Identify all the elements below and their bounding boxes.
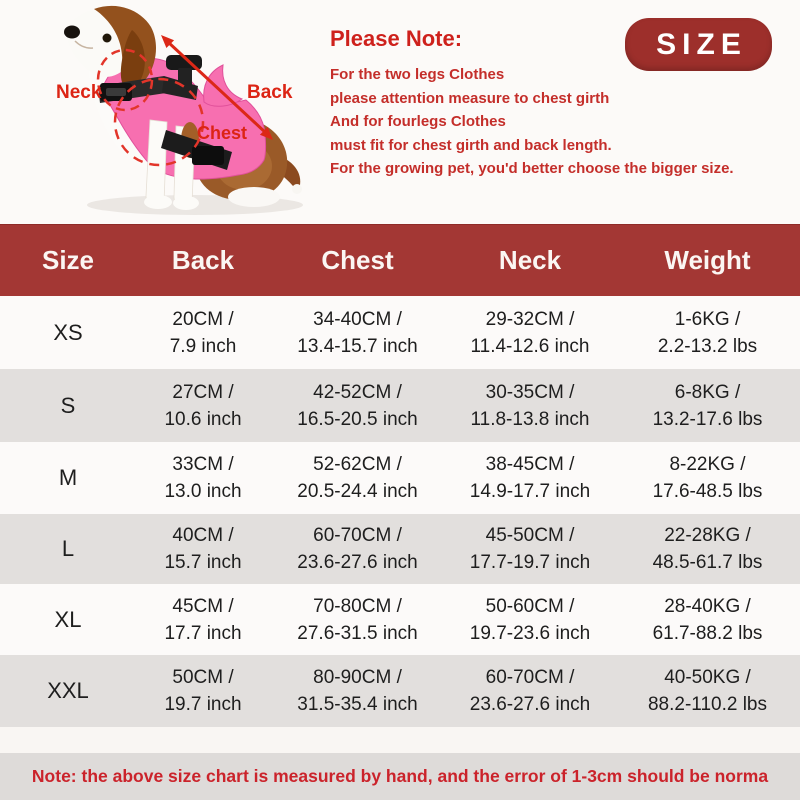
back-measure: 40CM / 15.7 inch bbox=[164, 525, 242, 573]
chest-measure: 80-90CM / 31.5-35.4 inch bbox=[297, 667, 418, 715]
back-annotation-label: Back bbox=[247, 82, 293, 103]
note-line: must fit for chest girth and back length. bbox=[330, 136, 612, 154]
back-measure: 20CM / 7.9 inch bbox=[169, 308, 237, 357]
weight-measure: 22-28KG / 48.5-61.7 lbs bbox=[652, 525, 763, 573]
strap-buckle bbox=[192, 146, 224, 165]
size-table bbox=[0, 224, 800, 727]
table-row bbox=[0, 655, 800, 727]
chest-measure: 70-80CM / 27.6-31.5 inch bbox=[297, 595, 418, 644]
weight-measure: 8-22KG / 17.6-48.5 lbs bbox=[652, 454, 763, 502]
footer-note-text: Note: the above size chart is measured by hand, and the error of 1-3cm should be norma bbox=[31, 766, 769, 786]
chest-measure: 52-62CM / 20.5-24.4 inch bbox=[297, 454, 418, 502]
weight-measure: 6-8KG / 13.2-17.6 lbs bbox=[652, 381, 763, 430]
table-row bbox=[0, 584, 800, 655]
front-leg bbox=[146, 120, 167, 203]
back-measure: 33CM / 13.0 inch bbox=[164, 454, 242, 502]
weight-measure: 28-40KG / 61.7-88.2 lbs bbox=[652, 595, 763, 644]
size-label: XXL bbox=[47, 678, 89, 703]
front-paw bbox=[173, 196, 199, 210]
back-measure: 27CM / 10.6 inch bbox=[164, 381, 242, 430]
neck-annotation-label: Neck bbox=[56, 82, 102, 103]
shark-fin bbox=[204, 65, 242, 106]
chest-measure: 34-40CM / 13.4-15.7 inch bbox=[297, 308, 418, 357]
dog-measurement-illustration bbox=[0, 0, 320, 224]
column-header-neck: Neck bbox=[498, 245, 562, 275]
size-label: XL bbox=[54, 606, 82, 632]
size-label: S bbox=[60, 392, 76, 418]
tail-tip bbox=[292, 184, 302, 194]
column-header-chest: Chest bbox=[321, 245, 394, 275]
neck-measure: 45-50CM / 17.7-19.7 inch bbox=[469, 525, 591, 573]
size-label: M bbox=[58, 465, 78, 490]
back-measure: 50CM / 19.7 inch bbox=[164, 667, 242, 715]
footer-note-bar bbox=[0, 753, 800, 800]
table-row bbox=[0, 514, 800, 584]
size-badge bbox=[625, 18, 772, 71]
size-label: XS bbox=[53, 319, 83, 345]
top-section bbox=[0, 0, 800, 224]
front-paw bbox=[144, 195, 172, 209]
dog-nose bbox=[64, 26, 80, 39]
weight-measure: 1-6KG / 2.2-13.2 lbs bbox=[657, 308, 758, 357]
table-header-row bbox=[0, 224, 800, 296]
column-header-size: Size bbox=[41, 245, 95, 275]
dog-eye bbox=[103, 34, 112, 43]
column-header-back: Back bbox=[171, 245, 235, 275]
size-label: L bbox=[61, 536, 75, 561]
rear-paw bbox=[228, 187, 280, 207]
chest-annotation-label: Chest bbox=[197, 123, 248, 143]
size-badge-label: SIZE bbox=[656, 27, 747, 61]
note-line: And for fourlegs Clothes bbox=[330, 113, 506, 130]
buckle-detail bbox=[106, 88, 126, 96]
table-row bbox=[0, 296, 800, 369]
note-line: For the growing pet, you'd better choose the bigger size. bbox=[330, 160, 734, 177]
neck-measure: 29-32CM / 11.4-12.6 inch bbox=[470, 308, 590, 357]
weight-measure: 40-50KG / 88.2-110.2 lbs bbox=[647, 667, 767, 715]
table-row bbox=[0, 442, 800, 514]
chest-measure: 60-70CM / 23.6-27.6 inch bbox=[297, 525, 418, 573]
chest-measure: 42-52CM / 16.5-20.5 inch bbox=[297, 381, 418, 430]
neck-measure: 30-35CM / 11.8-13.8 inch bbox=[470, 381, 590, 430]
column-header-weight: Weight bbox=[664, 245, 751, 275]
neck-measure: 50-60CM / 19.7-23.6 inch bbox=[469, 595, 591, 644]
neck-measure: 38-45CM / 14.9-17.7 inch bbox=[469, 454, 591, 502]
note-line: For the two legs Clothes bbox=[330, 66, 505, 83]
note-line: please attention measure to chest girth bbox=[330, 89, 610, 107]
back-measure: 45CM / 17.7 inch bbox=[164, 595, 242, 644]
note-title: Please Note: bbox=[330, 26, 463, 51]
table-row bbox=[0, 369, 800, 442]
neck-measure: 60-70CM / 23.6-27.6 inch bbox=[469, 667, 591, 715]
